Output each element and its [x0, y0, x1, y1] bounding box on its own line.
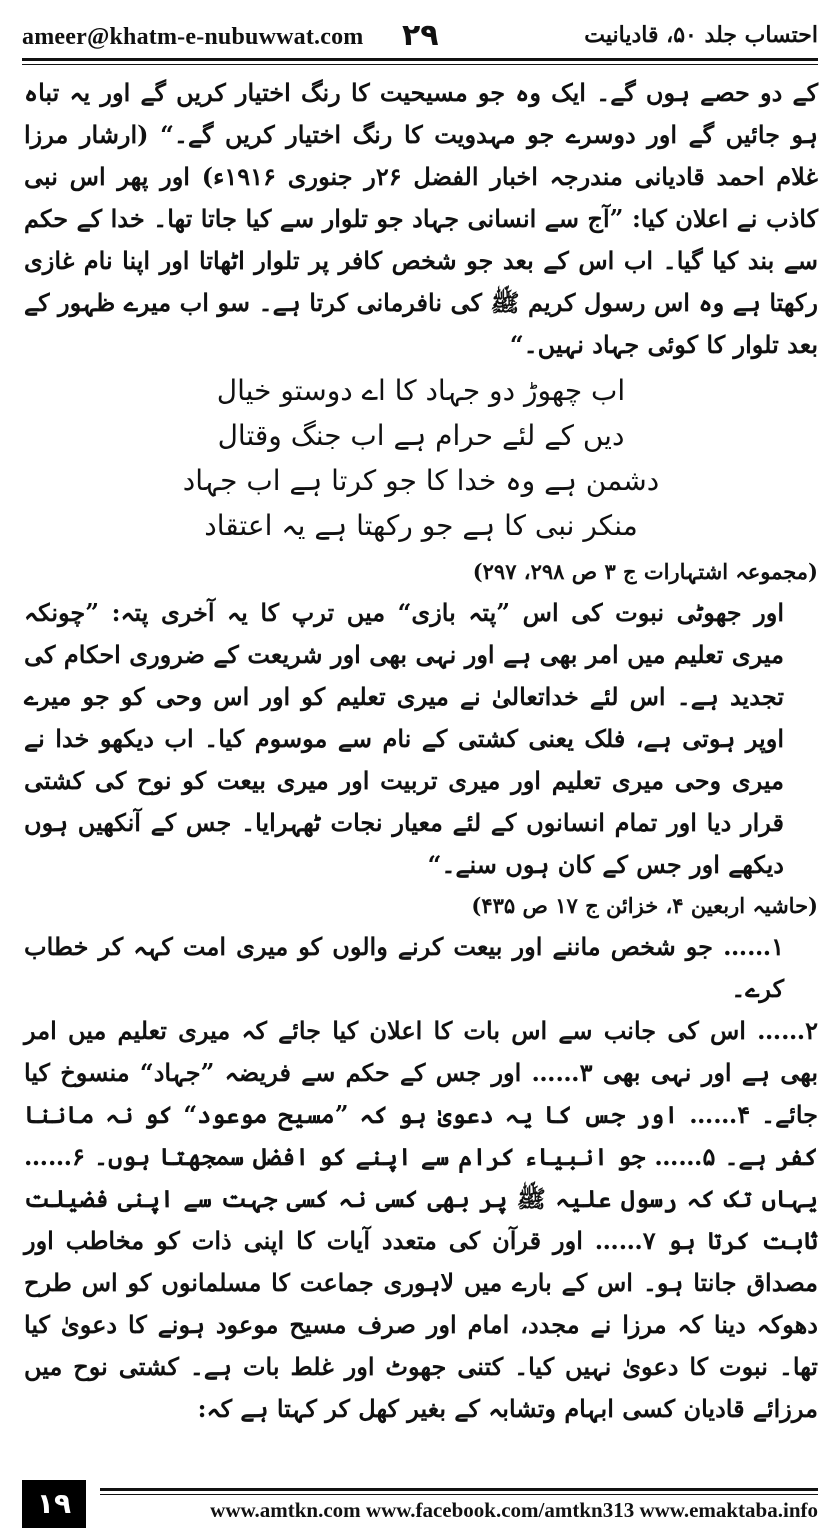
page-body	[24, 72, 818, 1430]
poem-verse: اب چھوڑ دو جہاد کا اے دوستو خیال	[216, 374, 626, 407]
footer-page-number: ۱۹	[22, 1480, 86, 1528]
page-header	[22, 20, 818, 54]
header-email: ameer@khatm-e-nubuwwat.com	[22, 24, 364, 50]
footer-links: www.amtkn.com www.facebook.com/amtkn313 www.emaktaba.info	[210, 1498, 818, 1522]
header-page-number: ۲۹	[402, 18, 439, 53]
footer-rule-thin	[100, 1494, 818, 1495]
header-title: احتساب جلد ۵۰، قادیانیت	[584, 22, 818, 48]
header-rule-thin	[22, 64, 818, 65]
poem-verse: دیں کے لئے حرام ہے اب جنگ وقتال	[217, 419, 625, 452]
poem	[24, 368, 818, 548]
list-item-1: ۱…… جو شخص ماننے اور بیعت کرنے والوں کو میری امت کہہ کر خطاب کرے۔	[24, 932, 784, 1003]
poem-verse: دشمن ہے وہ خدا کا جو کرتا ہے اب جہاد	[182, 464, 660, 497]
poem-verse: منکر نبی کا ہے جو رکھتا ہے یہ اعتقاد	[204, 509, 638, 542]
reference-1: (مجموعہ اشتہارات ج ۳ ص ۲۹۸، ۲۹۷)	[472, 559, 818, 584]
paragraph-2: اور جھوٹی نبوت کی اس ”پتہ بازی“ میں ترپ کا یہ آخری پتہ: ”چونکہ میری تعلیم میں امر بھی ہے اور نہی بھی اور شریعت کے ضروری احکام کی تجدید ہے۔ اس لئے خداتعالیٰ نے میری تعلیم کو اور اس وحی کو جو میرے اوپر ہوتی ہے، فلک یعنی کشتی کے نام سے موسوم کیا۔ اب دیکھو خدا نے میری وحی میری تعلیم اور میری تربیت اور میری بیعت کو نوح کی کشتی قرار دیا اور تمام انسانوں کے لئے معیار نجات ٹھہرایا۔ جس کے آنکھیں ہوں دیکھے اور جس کے کان ہوں سنے۔“	[24, 598, 784, 879]
paragraph-3: ۲…… اس کی جانب سے اس بات کا اعلان کیا جائے کہ میری تعلیم میں امر بھی ہے اور نہی بھی ۳…… اور جس کے حکم سے فریضہ ”جہاد“ منسوخ کیا جائے۔ ۴…… اور جس کا یہ دعویٰ ہو کہ ”مسیح موعود“ کو نہ ماننا کفر ہے۔ ۵…… جو انبیاء کرام سے اپنے کو افضل سمجھتا ہوں۔ ۶…… یہاں تک کہ رسول علیہ ﷺ پر بھی کسی نہ کسی جہت سے اپنی فضیلت ثابت کرتا ہو ۷…… اور قرآن کی متعدد آیات کا اپنی ذات کو مخاطب اور مصداق جانتا ہو۔ اس کے بارے میں لاہوری جماعت کا مسلمانوں کو اس طرح دھوکہ دینا کہ مرزا نے مجدد، امام اور صرف مسیح موعود ہونے کا دعویٰ کیا تھا۔ نبوت کا دعویٰ نہیں کیا۔ کتنی جھوٹ اور غلط بات ہے۔ کشتی نوح میں مرزائے قادیان کسی ابہام وتشابہ کے بغیر کھل کر کہتا ہے کہ:	[24, 1016, 819, 1423]
footer-rule-thick	[100, 1488, 818, 1491]
reference-2: (حاشیہ اربعین ۴، خزائن ج ۱۷ ص ۴۳۵)	[471, 893, 818, 918]
header-rule-thick	[22, 58, 818, 61]
paragraph-1: کے دو حصے ہوں گے۔ ایک وہ جو مسیحیت کا رنگ اختیار کریں گے اور یہ تباہ ہو جائیں گے اور دوسرے جو مہدویت کا رنگ اختیار کریں گے۔“ (ارشار مرزا غلام احمد قادیانی مندرجہ اخبار الفضل ۲۶ر جنوری ۱۹۱۶ء) اور پھر اس نبی کاذب نے اعلان کیا: ”آج سے انسانی جہاد جو تلوار سے کیا جاتا تھا۔ خدا کے حکم سے بند کیا گیا۔ اب اس کے بعد جو شخص کافر پر تلوار اٹھاتا اور اپنا نام غازی رکھتا ہے وہ اس رسول کریم ﷺ کی نافرمانی کرتا ہے۔ سو اب میرے ظہور کے بعد تلوار کا کوئی جہاد نہیں۔“	[24, 78, 819, 359]
